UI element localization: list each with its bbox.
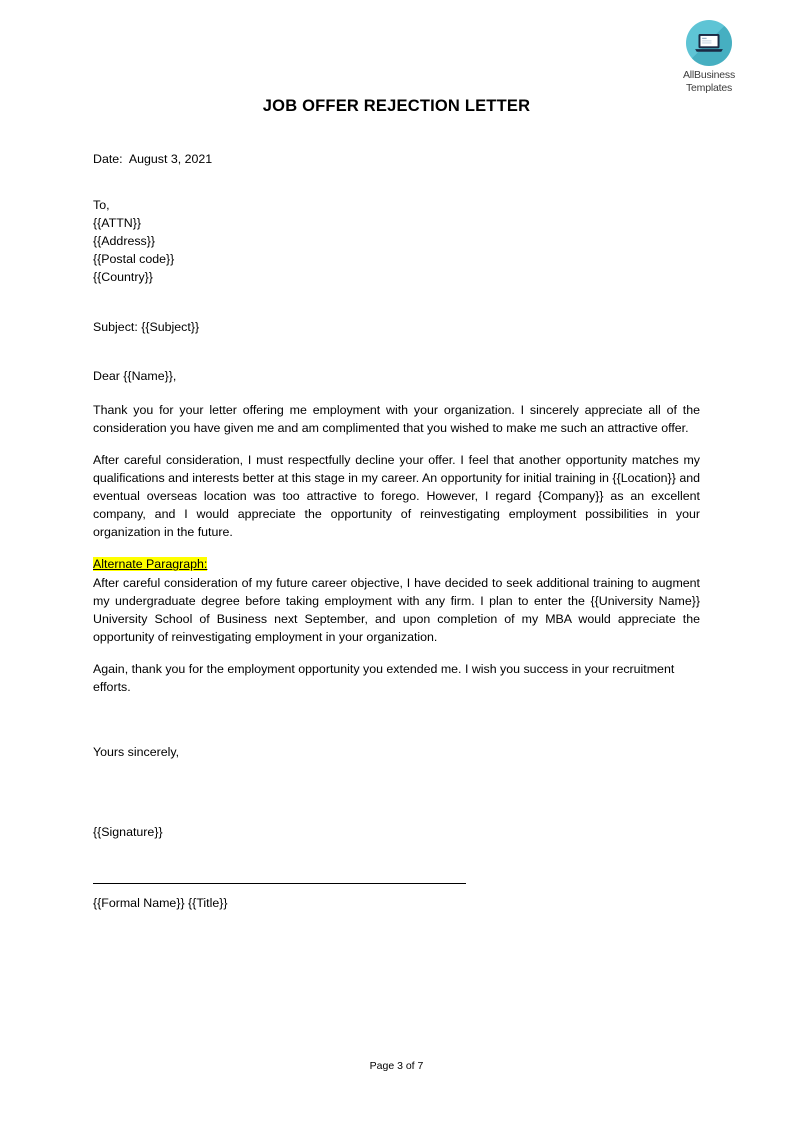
- alternate-paragraph-heading-row: [93, 555, 700, 573]
- date-line: Date: August 3, 2021: [93, 152, 213, 166]
- page-footer: Page 3 of 7: [369, 1060, 424, 1072]
- logo-caption-line-1: AllBusiness: [682, 69, 736, 81]
- recipient-attn: {{ATTN}}: [93, 216, 141, 231]
- paragraph-1: Thank you for your letter offering me employment with your organization. I sincerely appreciate all of the consideration you have given me and am complimented that you wished to make me such an attractive offer.: [93, 402, 700, 435]
- recipient-to-label: To,: [93, 198, 110, 213]
- laptop-icon: [694, 33, 724, 54]
- logo-circle: [686, 20, 732, 66]
- closing-salutation: Yours sincerely,: [93, 745, 180, 760]
- letter-body: [93, 150, 700, 912]
- subject-line: Subject: {{Subject}}: [93, 319, 200, 334]
- salutation: Dear {{Name}},: [93, 368, 177, 383]
- recipient-postal-code: {{Postal code}}: [93, 252, 175, 267]
- alternate-paragraph-heading: Alternate Paragraph:: [93, 557, 208, 572]
- brand-logo: [663, 20, 755, 94]
- logo-caption-line-2: Templates: [685, 81, 733, 94]
- signature-placeholder: {{Signature}}: [93, 825, 163, 840]
- logo-caption: [663, 69, 755, 94]
- page-title: JOB OFFER REJECTION LETTER: [262, 97, 531, 115]
- paragraph-3: After careful consideration of my future career objective, I have decided to seek additional training to augment my undergraduate degree before taking employment with any firm. I plan to enter the {{University Name}} University School of Business next September, and upon completion of my MBA would appreciate the opportunity of reinvestigating employment in your organization.: [93, 575, 700, 644]
- signer-name-title: {{Formal Name}} {{Title}}: [93, 896, 228, 911]
- recipient-address: {{Address}}: [93, 234, 156, 249]
- paragraph-2: After careful consideration, I must respectfully decline your offer. I feel that another opportunity matches my qualifications and interests better at this stage in my career. An opportunity for initial training in {{Location}} and eventual overseas location was too attractive to forego. However, I regard {Company}} as an excellent company, and I would appreciate the opportunity of reinvestigating employment possibilities in your organization in the future.: [93, 452, 700, 540]
- recipient-country: {{Country}}: [93, 270, 153, 285]
- paragraph-4: Again, thank you for the employment opportunity you extended me. I wish you success in your recruitment efforts.: [93, 661, 675, 694]
